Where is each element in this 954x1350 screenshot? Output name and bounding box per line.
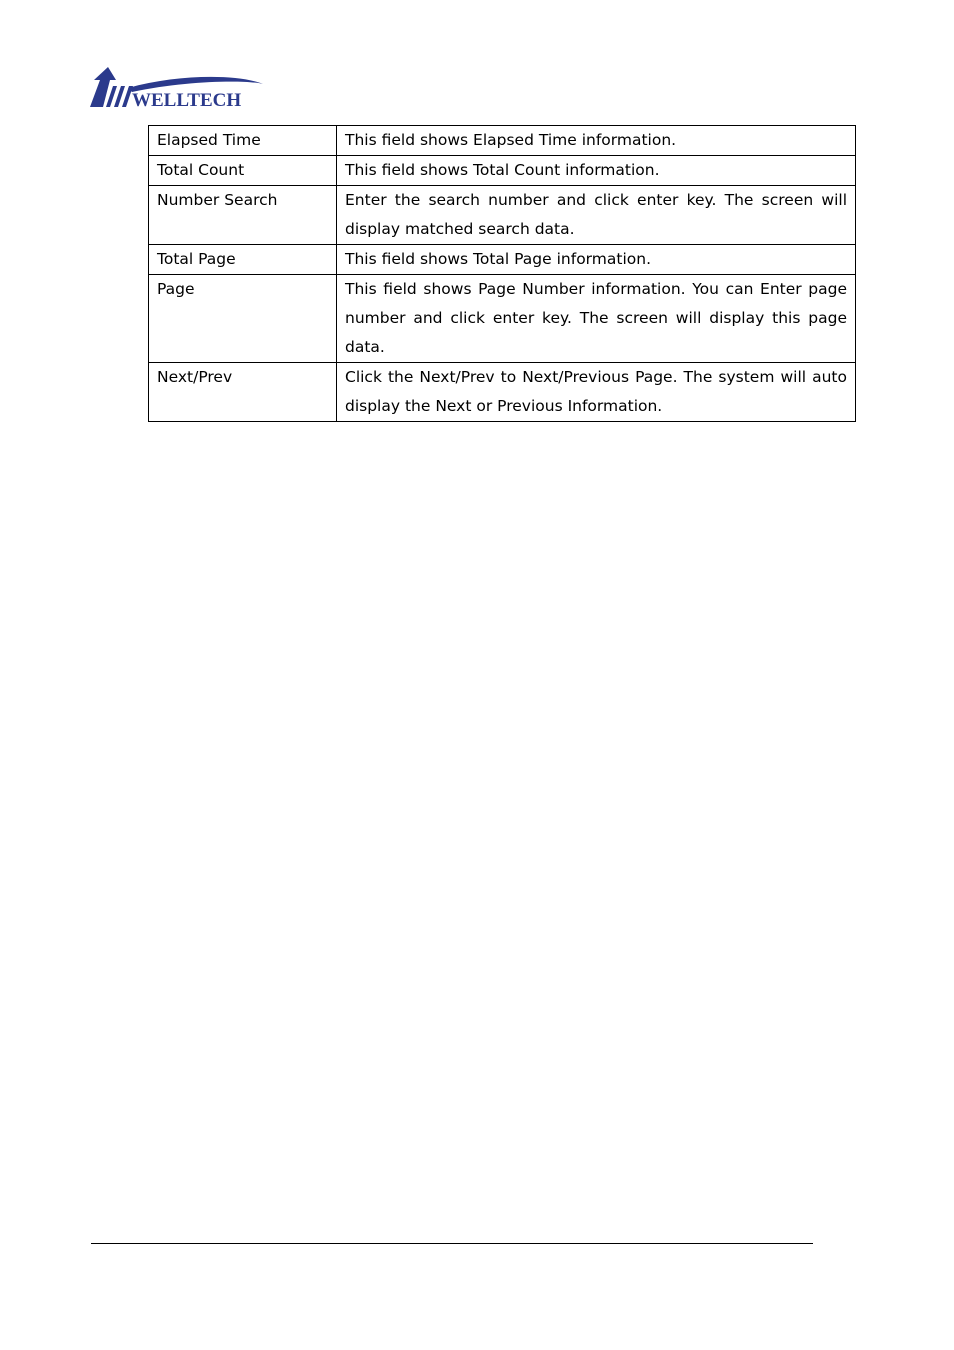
table-row: [149, 126, 856, 156]
field-name: Next/Prev: [149, 363, 337, 422]
table-row: [149, 186, 856, 245]
field-name: Elapsed Time: [149, 126, 337, 156]
field-description: This field shows Total Count information.: [337, 156, 856, 186]
welltech-logo: [88, 66, 268, 110]
field-description: This field shows Total Page information.: [337, 245, 856, 275]
table-row: [149, 156, 856, 186]
logo-arrow-icon: [90, 67, 116, 107]
field-description: Enter the search number and click enter key. The screen will display matched search data.: [337, 186, 856, 245]
footer-divider: [91, 1243, 813, 1244]
field-description: This field shows Page Number information. You can Enter page number and click enter key. The screen will display this page data.: [337, 275, 856, 363]
table-row: [149, 245, 856, 275]
logo-wordmark: WELLTECH: [132, 90, 242, 110]
field-description: This field shows Elapsed Time information.: [337, 126, 856, 156]
field-name: Total Page: [149, 245, 337, 275]
field-name: Number Search: [149, 186, 337, 245]
field-description-table: [148, 125, 856, 422]
table-row: [149, 275, 856, 363]
field-name: Page: [149, 275, 337, 363]
field-description: Click the Next/Prev to Next/Previous Page. The system will auto display the Next or Previous Information.: [337, 363, 856, 422]
table-row: [149, 363, 856, 422]
field-name: Total Count: [149, 156, 337, 186]
